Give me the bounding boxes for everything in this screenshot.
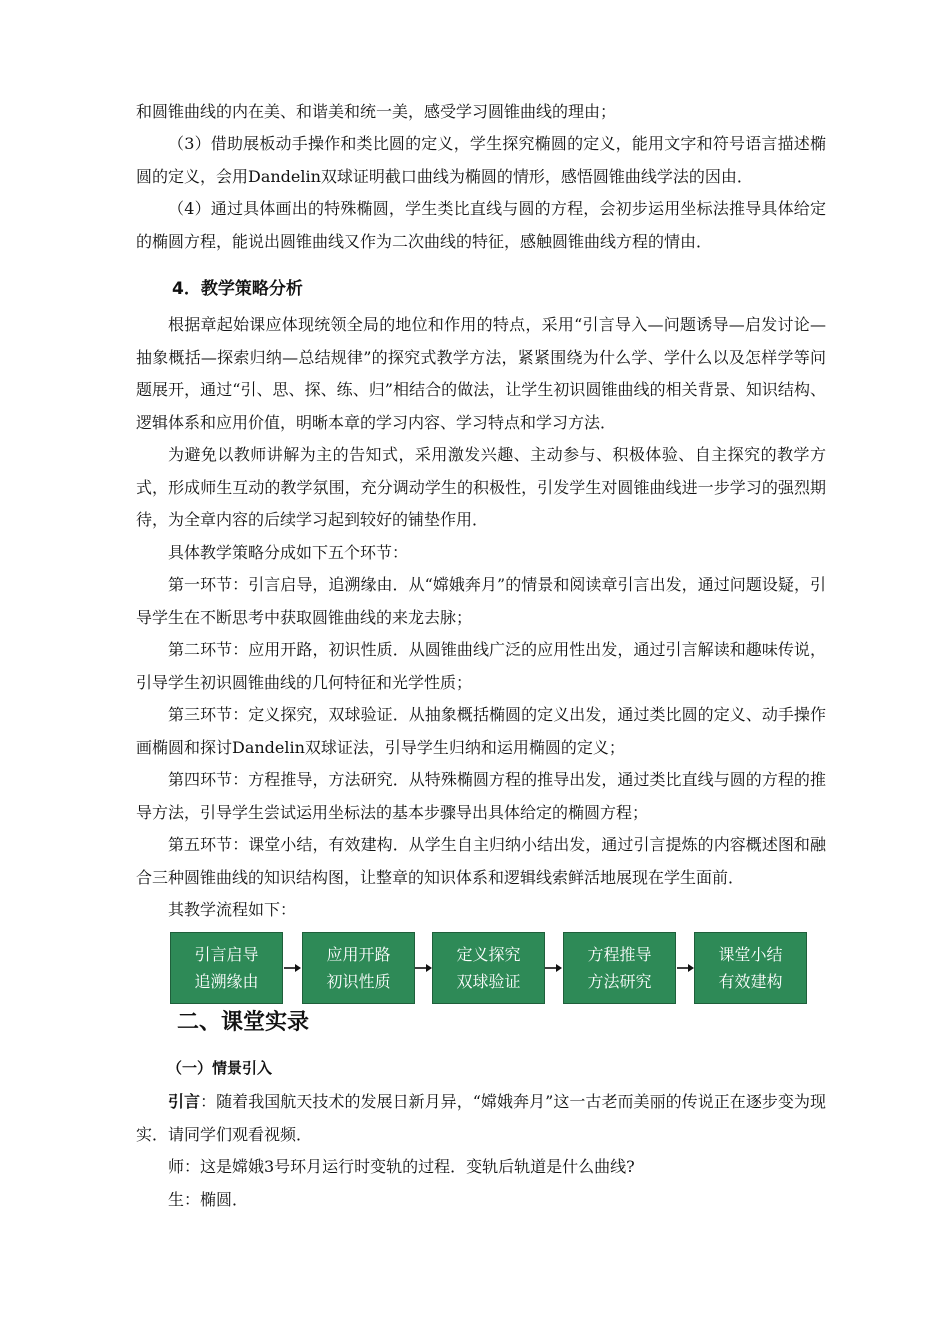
flow-step-2 [302,932,415,1004]
flow-step-1-line1: 引言启导 [194,945,259,964]
section-heading-classroom-record: 二、课堂实录 [177,1010,310,1035]
dialogue-student: 生：椭圆． [168,1190,249,1209]
arrow-right-icon [414,958,434,978]
flow-step-5 [694,932,807,1004]
flow-step-4 [563,932,676,1004]
dialogue-teacher: 师：这是嫦娥3号环月运行时变轨的过程．变轨后轨道是什么曲线? [168,1157,635,1176]
paragraph-objective-4: （4）通过具体画出的特殊椭圆，学生类比直线与圆的方程，会初步运用坐标法推导具体给定的椭圆方程，能说出圆锥曲线又作为二次曲线的特征，感触圆锥曲线方程的情由． [136,199,826,251]
flow-step-3-line1: 定义探究 [456,945,521,964]
arrow-right-icon [283,958,303,978]
paragraph-stage-5: 第五环节：课堂小结，有效建构．从学生自主归纳小结出发，通过引言提炼的内容概述图和融合三种圆锥曲线的知识结构图，让整章的知识体系和逻辑线索鲜活地展现在学生面前． [136,835,826,887]
flow-step-5-line1: 课堂小结 [718,945,783,964]
flow-step-2-line1: 应用开路 [326,945,391,964]
subsection-heading-scenario-intro: （一）情景引入 [167,1059,273,1077]
paragraph-strategy-1: 根据章起始课应体现统领全局的地位和作用的特点，采用“引言导入—问题诱导—启发讨论—抽象概括—探索归纳—总结规律”的探究式教学方法，紧紧围绕为什么学、学什么以及怎样学等问题展开，通过“引、思、探、练、归”相结合的做法，让学生初识圆锥曲线的相关背景、知识结构、逻辑体系和应用价值，明晰本章的学习内容、学习特点和学习方法． [136,315,826,432]
flow-step-3-line2: 双球验证 [456,972,521,991]
flow-step-5-line2: 有效建构 [718,972,783,991]
paragraph-stage-2: 第二环节：应用开路，初识性质．从圆锥曲线广泛的应用性出发，通过引言解读和趣味传说，引导学生初识圆锥曲线的几何特征和光学性质； [136,640,826,692]
flow-step-3 [432,932,545,1004]
paragraph-strategy-3: 具体教学策略分成如下五个环节： [168,543,409,562]
paragraph-continued: 和圆锥曲线的内在美、和谐美和统一美，感受学习圆锥曲线的理由； [136,102,617,121]
teaching-flow-diagram [170,932,810,1004]
paragraph-flow-intro: 其教学流程如下： [168,900,297,919]
flow-step-4-line2: 方法研究 [587,972,652,991]
paragraph-objective-3: （3）借助展板动手操作和类比圆的定义，学生探究椭圆的定义，能用文字和符号语言描述椭圆的定义，会用Dandelin双球证明截口曲线为椭圆的情形，感悟圆锥曲线学法的因由． [136,134,826,186]
flow-step-4-line1: 方程推导 [587,945,652,964]
flow-step-2-line2: 初识性质 [326,972,391,991]
flow-step-1 [170,932,283,1004]
paragraph-stage-1: 第一环节：引言启导，追溯缘由．从“嫦娥奔月”的情景和阅读章引言出发，通过问题设疑，引导学生在不断思考中获取圆锥曲线的来龙去脉； [136,575,826,627]
paragraph-strategy-2: 为避免以教师讲解为主的告知式，采用激发兴趣、主动参与、积极体验、自主探究的教学方式，形成师生互动的教学氛围，充分调动学生的积极性，引发学生对圆锥曲线进一步学习的强烈期待，为全章内容的后续学习起到较好的铺垫作用． [136,445,826,529]
paragraph-stage-4: 第四环节：方程推导，方法研究．从特殊椭圆方程的推导出发，通过类比直线与圆的方程的推导方法，引导学生尝试运用坐标法的基本步骤导出具体给定的椭圆方程； [136,770,826,822]
arrow-right-icon [544,958,564,978]
intro-label: 引言 [168,1092,201,1111]
flow-step-1-line2: 追溯缘由 [194,972,259,991]
paragraph-intro [136,1086,826,1151]
section-heading-teaching-strategy: 4．教学策略分析 [172,279,303,299]
intro-text: ：随着我国航天技术的发展日新月异，“嫦娥奔月”这一古老而美丽的传说正在逐步变为现实．请同学们观看视频． [136,1092,826,1144]
arrow-right-icon [676,958,696,978]
paragraph-stage-3: 第三环节：定义探究，双球验证．从抽象概括椭圆的定义出发，通过类比圆的定义、动手操作画椭圆和探讨Dandelin双球证法，引导学生归纳和运用椭圆的定义； [136,705,826,757]
